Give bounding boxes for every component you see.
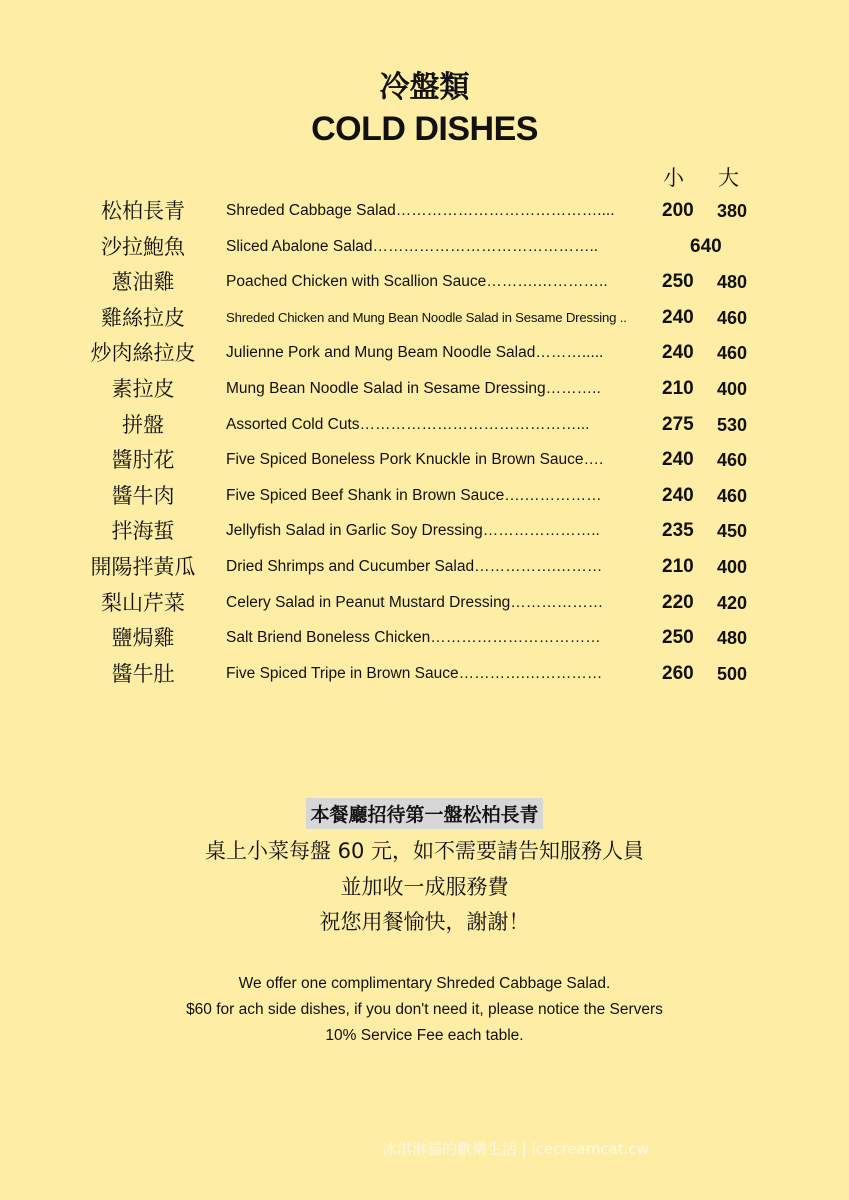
- dish-name-chinese: 鹽焗雞: [111, 626, 175, 651]
- menu-item: [0, 371, 849, 407]
- greeting-notice: 祝您用餐愉快，謝謝！: [319, 910, 530, 934]
- complimentary-notice: 本餐廳招待第一盤松柏長青: [306, 798, 542, 829]
- price-large: 480: [717, 272, 748, 293]
- price-small: 210: [662, 555, 694, 577]
- dish-name-chinese: 沙拉鮑魚: [101, 234, 185, 259]
- english-notice-line-3: 10% Service Fee each table.: [325, 1027, 524, 1044]
- dish-name-chinese: 雞絲拉皮: [101, 305, 185, 330]
- price-large: 530: [717, 414, 748, 435]
- price-small: 240: [662, 449, 694, 471]
- price-small: 235: [662, 520, 694, 542]
- side-dish-notice: 桌上小菜每盤 60 元，如不需要請告知服務人員: [204, 839, 645, 863]
- price-small: 210: [662, 377, 694, 399]
- dish-name-english: Shreded Cabbage Salad…………………………………....: [226, 202, 615, 219]
- menu-item: [0, 300, 849, 336]
- dish-name-chinese: 蔥油雞: [111, 270, 175, 295]
- price-single: 640: [690, 235, 722, 257]
- menu-item: [0, 585, 849, 621]
- dish-name-chinese: 開陽拌黃瓜: [90, 554, 196, 579]
- notice-highlight-line: [0, 798, 849, 829]
- price-small: 275: [662, 413, 694, 435]
- menu-item: [0, 620, 849, 656]
- price-large: 500: [717, 663, 748, 684]
- dish-name-english: Five Spiced Tripe in Brown Sauce………….……………: [226, 664, 603, 682]
- menu-item: [0, 193, 849, 229]
- menu-item: [0, 478, 849, 514]
- price-large: 380: [717, 201, 748, 221]
- price-large: 400: [717, 378, 748, 399]
- page-title-chinese: 冷盤類: [379, 70, 470, 105]
- dish-name-english: Jellyfish Salad in Garlic Soy Dressing…………………..: [226, 522, 600, 540]
- menu-item: [0, 656, 849, 692]
- dish-name-english: Assorted Cold Cuts……………………………………...: [226, 415, 590, 433]
- dish-name-chinese: 拌海蜇: [111, 519, 175, 544]
- dish-name-english: Julienne Pork and Mung Beam Noodle Salad……….....: [226, 344, 604, 362]
- menu-item: [0, 335, 849, 371]
- price-small: 240: [662, 342, 694, 364]
- dish-name-english: Poached Chicken with Scallion Sauce……….…………..: [226, 273, 608, 291]
- dish-name-chinese: 醬牛肉: [111, 483, 175, 508]
- price-large: 480: [717, 628, 748, 649]
- dish-name-chinese: 松柏長青: [101, 199, 185, 223]
- menu-item: [0, 229, 849, 265]
- dish-name-english: Mung Bean Noodle Salad in Sesame Dressing………..: [226, 379, 601, 397]
- price-small: 220: [662, 591, 694, 613]
- price-small: 260: [662, 662, 694, 684]
- menu-item: [0, 513, 849, 549]
- dish-name-chinese: 素拉皮: [111, 376, 175, 401]
- price-small: 250: [662, 627, 694, 649]
- english-notice-line-2: $60 for ach side dishes, if you don't need it, please notice the Servers: [186, 1001, 663, 1018]
- price-large: 450: [717, 521, 748, 542]
- dish-name-chinese: 醬牛肚: [111, 661, 175, 686]
- dish-name-chinese: 炒肉絲拉皮: [90, 341, 196, 366]
- price-large: 460: [717, 343, 748, 364]
- dish-name-english: Salt Briend Boneless Chicken……………………………: [226, 629, 601, 647]
- price-small: 200: [662, 200, 694, 221]
- price-large: 400: [717, 556, 748, 577]
- dish-name-english: Shreded Chicken and Mung Bean Noodle Salad in Sesame Dressing ..: [226, 309, 627, 325]
- size-small-header: 小: [663, 166, 684, 190]
- price-large: 460: [717, 485, 748, 506]
- dish-name-english: Sliced Abalone Salad……………………………………..: [226, 237, 599, 255]
- menu-item: [0, 407, 849, 443]
- page-title-english: COLD DISHES: [311, 110, 538, 148]
- menu-item: [0, 264, 849, 300]
- dish-name-chinese: 梨山芹菜: [101, 590, 185, 615]
- menu-item: [0, 442, 849, 478]
- dish-name-chinese: 醬肘花: [111, 448, 175, 473]
- dish-name-english: Celery Salad in Peanut Mustard Dressing………………: [226, 593, 604, 611]
- watermark: 冰淇淋貓的歡樂生活 | icecreamcat.cw: [382, 1140, 649, 1158]
- size-large-header: 大: [718, 166, 739, 190]
- english-notice-line-1: We offer one complimentary Shreded Cabbage Salad.: [238, 975, 611, 992]
- dish-name-english: Five Spiced Boneless Pork Knuckle in Brown Sauce….: [226, 451, 604, 469]
- menu-item: [0, 549, 849, 585]
- service-fee-notice: 並加收一成服務費: [340, 875, 509, 899]
- menu-list: [0, 193, 849, 691]
- dish-name-chinese: 拼盤: [122, 412, 164, 437]
- price-large: 420: [717, 592, 748, 613]
- price-large: 460: [717, 450, 748, 471]
- dish-name-english: Five Spiced Beef Shank in Brown Sauce….……………: [226, 486, 602, 504]
- price-small: 240: [662, 306, 694, 328]
- price-small: 250: [662, 271, 694, 293]
- price-large: 460: [717, 307, 748, 328]
- dish-name-english: Dried Shrimps and Cucumber Salad…………….………: [226, 557, 603, 575]
- price-small: 240: [662, 484, 694, 506]
